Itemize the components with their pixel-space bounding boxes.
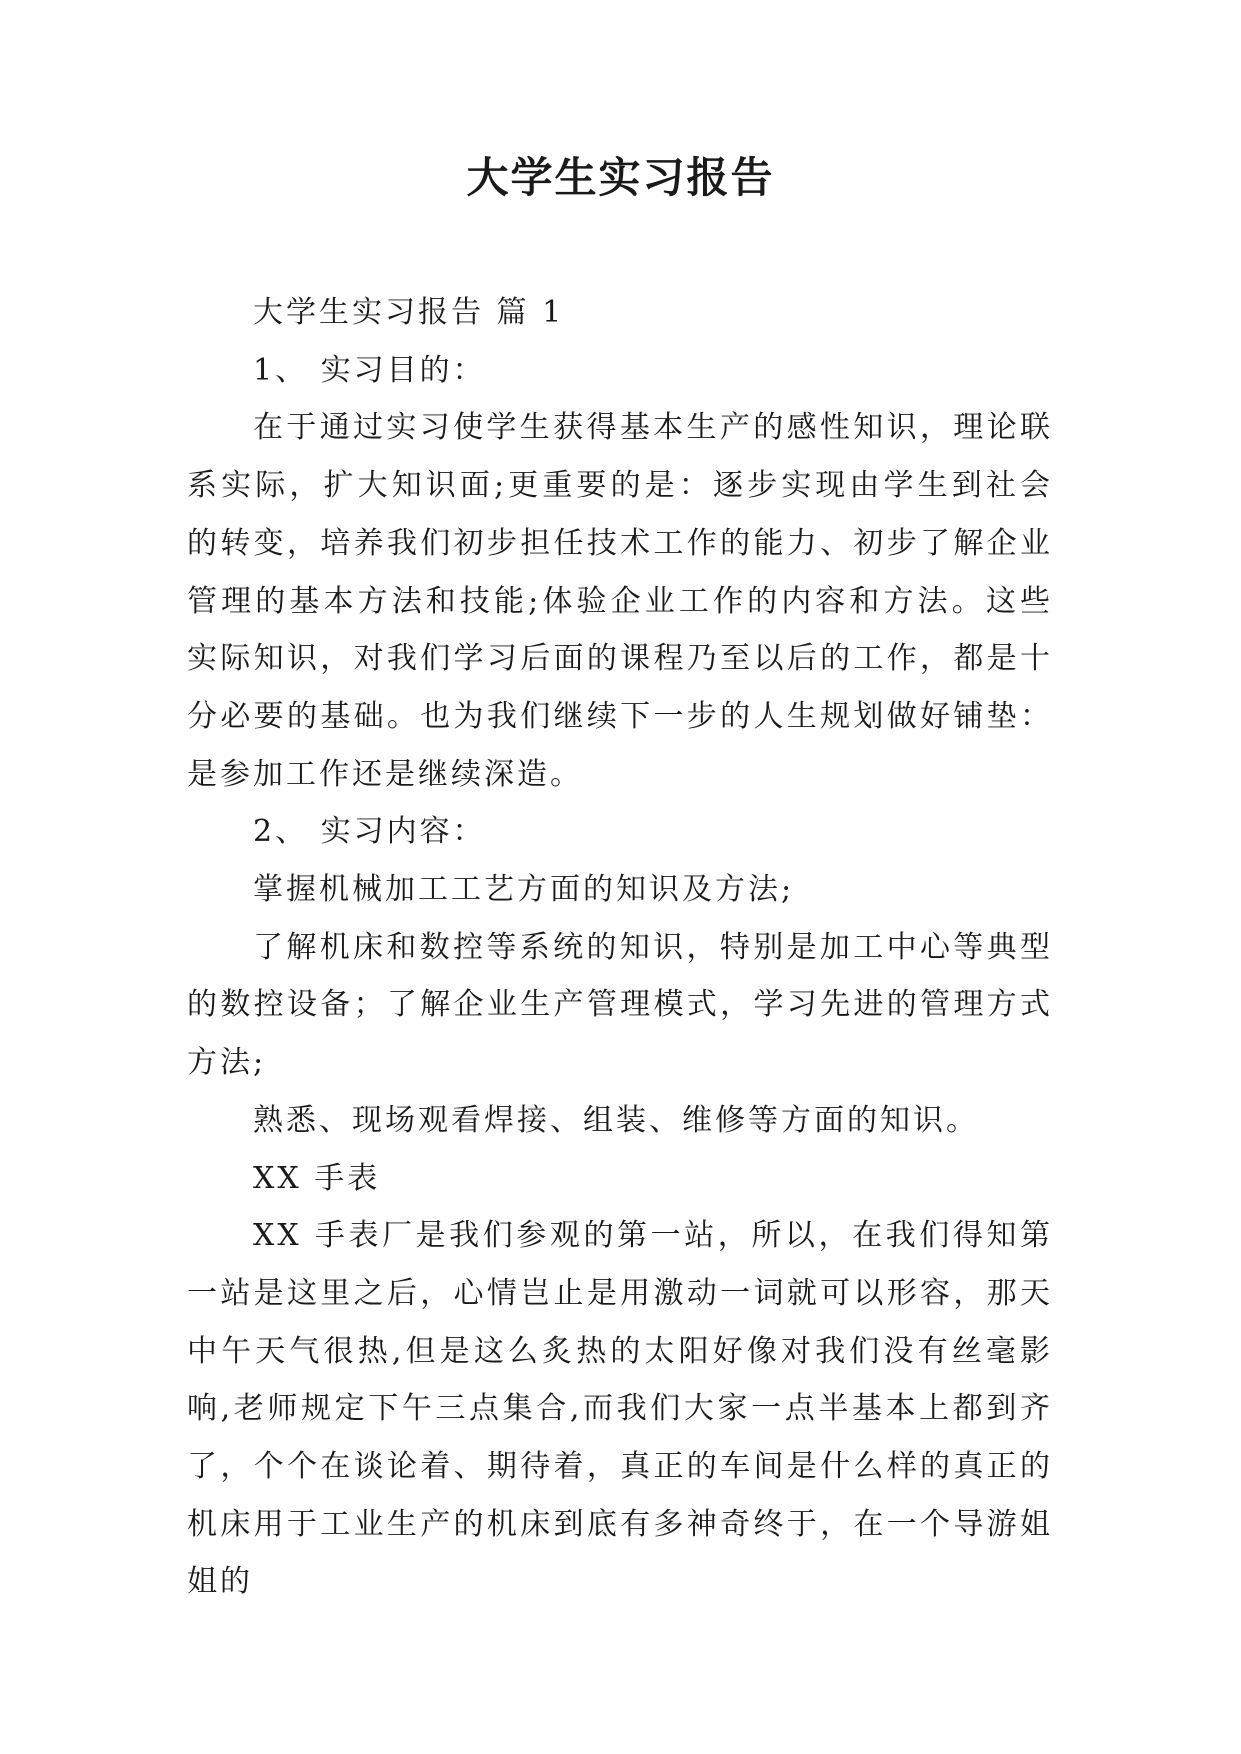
paragraph-purpose-heading: 1、 实习目的： xyxy=(253,352,486,388)
paragraph-watch-text: XX 手表厂是我们参观的第一站，所以，在我们得知第一站是这里之后，心情岂止是用激动一词就可以形容，那天中午天气很热,但是这么炙热的太阳好像对我们没有丝毫影响,老师规定下午三点集合,而我们大家一点半基本上都到齐了，个个在谈论着、期待着，真正的车间是什么样的真正的机床用于工业生产的机床到底有多神奇终于，在一个导游姐姐的 xyxy=(187,1218,1053,1600)
paragraph-content-heading: 2、 实习内容： xyxy=(253,814,486,850)
document-body xyxy=(187,284,1053,1611)
paragraph-content-item-2: 了解机床和数控等系统的知识，特别是加工中心等典型的数控设备；了解企业生产管理模式，学习先进的管理方式方法; xyxy=(187,929,1053,1081)
document-title: 大学生实习报告 xyxy=(466,153,775,202)
paragraph-content-item-1: 掌握机械加工工艺方面的知识及方法; xyxy=(253,872,795,908)
paragraph-purpose-text: 在于通过实习使学生获得基本生产的感性知识，理论联系实际，扩大知识面;更重要的是：逐步实现由学生到社会的转变，培养我们初步担任技术工作的能力、初步了解企业管理的基本方法和技能;体验企业工作的内容和方法。这些实际知识，对我们学习后面的课程乃至以后的工作，都是十分必要的基础。也为我们继续下一步的人生规划做好铺垫：是参加工作还是继续深造。 xyxy=(187,410,1053,792)
paragraph-content-item-3: 熟悉、现场观看焊接、组装、维修等方面的知识。 xyxy=(253,1102,979,1138)
paragraph-watch-heading: XX 手表 xyxy=(253,1160,381,1196)
paragraph-section-heading: 大学生实习报告 篇 1 xyxy=(253,295,565,330)
